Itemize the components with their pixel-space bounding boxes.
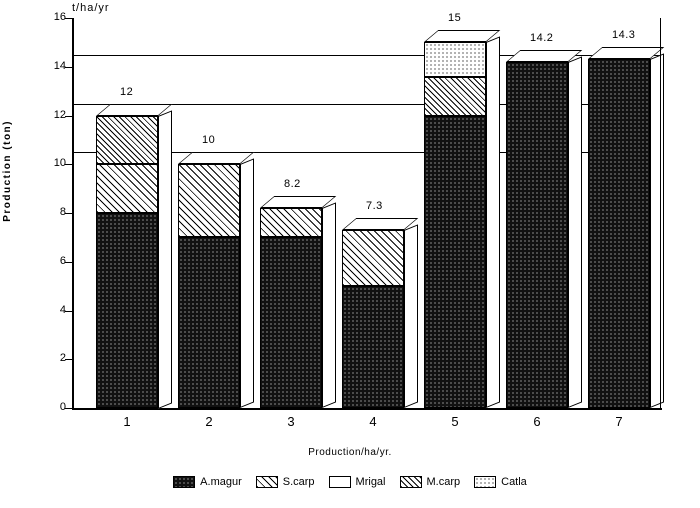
y-tick-label: 14 bbox=[53, 59, 66, 72]
legend-label: Mrigal bbox=[355, 476, 386, 488]
y-tick-label: 6 bbox=[59, 254, 66, 267]
bar-value-label: 7.3 bbox=[366, 200, 383, 213]
legend-swatch-scarp bbox=[256, 476, 278, 488]
y-tick bbox=[65, 262, 72, 263]
x-tick-label: 4 bbox=[369, 414, 377, 429]
y-tick bbox=[65, 359, 72, 360]
x-axis-line bbox=[72, 408, 662, 410]
bar-group bbox=[588, 59, 650, 408]
bar-value-label: 12 bbox=[120, 85, 134, 98]
x-axis-title: Production/ha/yr. bbox=[308, 447, 392, 458]
bar-segment-scarp[interactable] bbox=[260, 208, 322, 237]
bar-segment-scarp[interactable] bbox=[178, 164, 240, 237]
bar-side-face bbox=[486, 37, 500, 408]
legend-swatch-mrigal bbox=[329, 476, 351, 488]
legend-label: M.carp bbox=[426, 476, 461, 488]
legend-item[interactable] bbox=[329, 476, 386, 488]
bar-segment-scarp[interactable] bbox=[342, 230, 404, 286]
bar-segment-amagur[interactable] bbox=[260, 237, 322, 408]
y-tick bbox=[65, 18, 72, 19]
x-tick-label: 2 bbox=[205, 414, 213, 429]
legend-label: Catla bbox=[501, 476, 527, 488]
y-axis-title: Production (ton) bbox=[2, 120, 13, 222]
y-tick-label: 8 bbox=[59, 206, 66, 218]
bar-segment-amagur[interactable] bbox=[588, 59, 650, 408]
y-tick-label: 10 bbox=[53, 157, 66, 170]
bar-side-face bbox=[650, 54, 664, 408]
bar-side-face bbox=[322, 202, 336, 408]
legend-swatch-amagur bbox=[173, 476, 195, 488]
y-tick bbox=[65, 408, 72, 409]
y-tick bbox=[65, 311, 72, 312]
bar-segment-mcarp[interactable] bbox=[96, 116, 158, 165]
bar-series-group bbox=[72, 12, 662, 408]
y-tick bbox=[65, 164, 72, 165]
plot-area bbox=[53, 11, 662, 429]
bar-segment-amagur[interactable] bbox=[178, 237, 240, 408]
bar-value-label: 8.2 bbox=[284, 178, 301, 191]
legend-swatch-mcarp bbox=[400, 476, 422, 488]
bar-segment-scarp[interactable] bbox=[96, 164, 158, 213]
y-tick-label: 16 bbox=[53, 11, 66, 23]
bar-group bbox=[260, 208, 322, 408]
bar-value-label: 15 bbox=[448, 12, 462, 25]
x-tick-label: 3 bbox=[287, 414, 295, 429]
bar-group bbox=[506, 62, 568, 408]
bar-group bbox=[342, 230, 404, 408]
bar-group bbox=[424, 42, 486, 408]
x-tick-label: 6 bbox=[533, 414, 541, 429]
y-tick bbox=[65, 116, 72, 117]
bar-side-face bbox=[568, 56, 582, 408]
x-tick-label: 5 bbox=[451, 414, 459, 429]
bar-group bbox=[96, 116, 158, 409]
x-tick-label: 1 bbox=[123, 414, 131, 429]
chart-legend bbox=[0, 476, 700, 488]
bar-segment-amagur[interactable] bbox=[342, 286, 404, 408]
bar-segment-amagur[interactable] bbox=[424, 116, 486, 409]
bar-segment-amagur[interactable] bbox=[96, 213, 158, 408]
legend-swatch-catla bbox=[474, 476, 496, 488]
bar-group bbox=[178, 164, 240, 408]
bar-value-label: 14.3 bbox=[612, 29, 636, 42]
y-tick-label: 2 bbox=[59, 352, 66, 365]
bar-segment-amagur[interactable] bbox=[506, 62, 568, 408]
legend-item[interactable] bbox=[173, 476, 242, 488]
y-tick-label: 12 bbox=[53, 108, 66, 121]
bar-side-face bbox=[158, 110, 172, 408]
y-tick-label: 4 bbox=[59, 303, 66, 316]
legend-label: A.magur bbox=[200, 476, 242, 488]
y-tick-label: 0 bbox=[59, 401, 66, 413]
legend-item[interactable] bbox=[256, 476, 315, 488]
legend-item[interactable] bbox=[400, 476, 461, 488]
bar-value-label: 14.2 bbox=[530, 31, 554, 44]
legend-label: S.carp bbox=[282, 476, 315, 488]
unit-note: t/ha/yr bbox=[72, 2, 110, 14]
x-tick-label: 7 bbox=[615, 414, 623, 429]
bar-segment-mcarp[interactable] bbox=[424, 77, 486, 116]
bar-value-label: 10 bbox=[202, 134, 216, 147]
y-tick bbox=[65, 213, 72, 214]
bar-side-face bbox=[240, 159, 254, 408]
bar-side-face bbox=[404, 224, 418, 408]
plot-right-edge bbox=[660, 18, 661, 410]
legend-item[interactable] bbox=[474, 476, 527, 488]
y-tick bbox=[65, 67, 72, 68]
bar-segment-catla[interactable] bbox=[424, 42, 486, 76]
